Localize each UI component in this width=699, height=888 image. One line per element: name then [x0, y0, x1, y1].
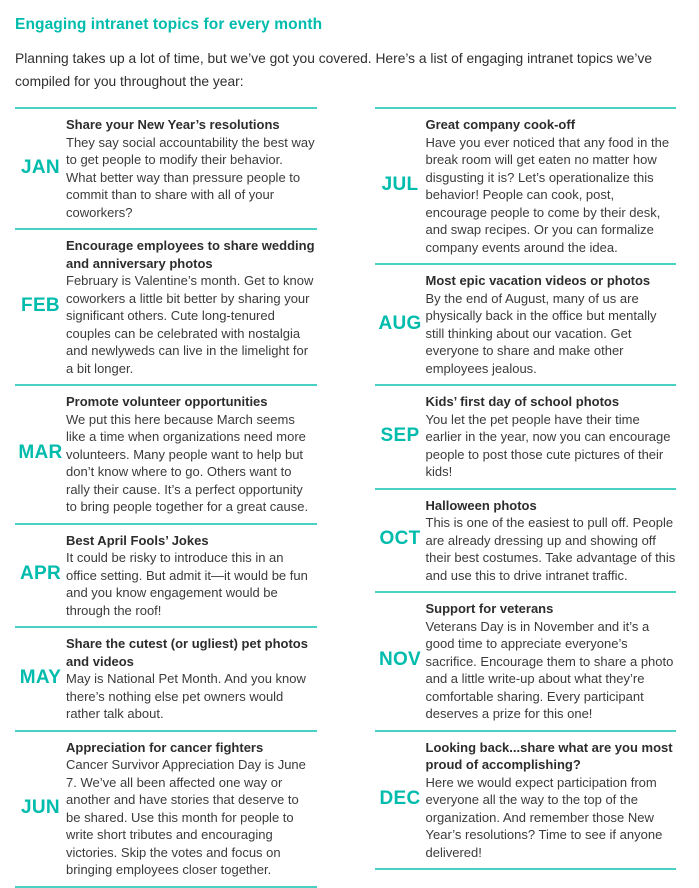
- month-label: AUG: [378, 312, 422, 334]
- topic-content: [426, 495, 677, 585]
- topic-description: It could be risky to introduce this in an office setting. But admit it—it would be fun and you know engagement would be through the roof!: [66, 550, 308, 618]
- month-label: JUL: [381, 174, 419, 195]
- topic-content: [426, 391, 677, 481]
- topic-content: [426, 737, 677, 862]
- topic-title: Encourage employees to share wedding and anniversary photos: [66, 238, 315, 271]
- topic-description: February is Valentine’s month. Get to know coworkers a little bit better by sharing your significant others. Cute long-tenured couples can be celebrated with nostalgia and newlyweds can live in the limelight for a bit longer.: [66, 273, 314, 376]
- topic-description: By the end of August, many of us are physically back in the office but mentally still thinking about our vacation. Get everyone to share and make other employees jealous.: [425, 290, 657, 376]
- topic-title: Looking back...share what are you most proud of accomplishing?: [425, 739, 673, 772]
- topic-description: Cancer Survivor Appreciation Day is June 7. We’ve all been affected one way or another and have stories that deserve to be shared. Use this month for people to write short tributes and encouraging victories. Skip the votes and focus on bringing employees closer together.: [66, 757, 306, 877]
- topic-section-jun: [15, 730, 317, 886]
- topic-description: Veterans Day is in November and it’s a good time to appreciate everyone’s sacrifice. Encourage them to share a photo and a little write-up about what they’re comfortable sharing. Every participant deserves a prize for this one!: [425, 618, 674, 721]
- month-label: OCT: [379, 528, 421, 550]
- month-label: FEB: [21, 295, 60, 316]
- topic-title: Halloween photos: [425, 497, 537, 513]
- month-label: APR: [19, 563, 61, 585]
- topic-content: [66, 235, 317, 377]
- column-right: [375, 107, 677, 870]
- month-label: NOV: [378, 649, 422, 671]
- intro-text: Planning takes up a lot of time, but we’ve got you covered. Here’s a list of engaging intranet topics we’ve compiled for you throughout the year:: [15, 51, 653, 89]
- topic-title: Appreciation for cancer fighters: [66, 739, 264, 755]
- topic-description: Have you ever noticed that any food in the break room will get eaten no matter how disgusting it is? Let’s operationalize this behavior! People can cook, post, encourage people to come by their desk, and swap recipes. Or you can formalize company events around the idea.: [425, 134, 670, 255]
- topic-description: Here we would expect participation from everyone all the way to the top of the organization. And remember those New Year’s resolutions? Time to see if anyone delivered!: [425, 774, 663, 860]
- topic-section-aug: [375, 263, 677, 384]
- month-label: DEC: [379, 787, 421, 809]
- topic-title: Promote volunteer opportunities: [66, 394, 268, 409]
- topic-title: Most epic vacation videos or photos: [425, 273, 651, 288]
- column-left: [15, 107, 317, 888]
- topics-grid: [15, 107, 676, 888]
- topic-content: [66, 737, 317, 879]
- topic-description: May is National Pet Month. And you know there’s nothing else pet owners would rather talk about.: [66, 671, 306, 721]
- month-label: SEP: [380, 424, 420, 446]
- topic-content: [426, 270, 677, 377]
- topic-section-nov: [375, 591, 677, 730]
- topic-section-jul: [375, 107, 677, 263]
- topic-section-sep: [375, 384, 677, 488]
- topic-description: This is one of the easiest to pull off. People are already dressing up and showing off their best costumes. Take advantage of this and use this to drive intranet traffic.: [425, 515, 676, 583]
- topic-title: Best April Fools’ Jokes: [66, 532, 209, 548]
- topic-section-oct: [375, 488, 677, 592]
- topic-section-may: [15, 626, 317, 730]
- topic-section-dec: [375, 730, 677, 869]
- topic-description: They say social accountability the best way to get people to modify their behavior. What better way than pressure people to commit than to share with all of your coworkers?: [66, 134, 315, 220]
- topic-content: [66, 114, 317, 221]
- topic-title: Support for veterans: [425, 601, 554, 616]
- topic-content: [426, 114, 677, 256]
- topic-content: [426, 598, 677, 723]
- topic-section-feb: [15, 228, 317, 384]
- topic-title: Share your New Year’s resolutions: [66, 117, 280, 132]
- month-label: MAY: [19, 666, 62, 688]
- topic-title: Kids’ first day of school photos: [425, 394, 620, 409]
- topic-section-apr: [15, 523, 317, 627]
- topic-content: [66, 530, 317, 620]
- month-label: JUN: [21, 796, 60, 818]
- topic-section-jan: [15, 107, 317, 228]
- topic-title: Great company cook-off: [425, 117, 576, 132]
- month-label: MAR: [18, 442, 63, 464]
- topic-content: [66, 391, 317, 516]
- topic-content: [66, 633, 317, 723]
- month-label: JAN: [21, 156, 60, 178]
- topic-title: Share the cutest (or ugliest) pet photos and videos: [66, 636, 308, 669]
- topic-section-mar: [15, 384, 317, 523]
- topic-description: We put this here because March seems like a time when organizations need more volunteers. Many people want to help but don’t know where to go. Others want to rally their cause. It’s a perfect opportunity to bring people together for a great cause.: [66, 411, 309, 514]
- topic-description: You let the pet people have their time earlier in the year, now you can encourage people to post those cute pictures of their kids!: [425, 411, 671, 479]
- page-title: Engaging intranet topics for every month: [15, 16, 323, 33]
